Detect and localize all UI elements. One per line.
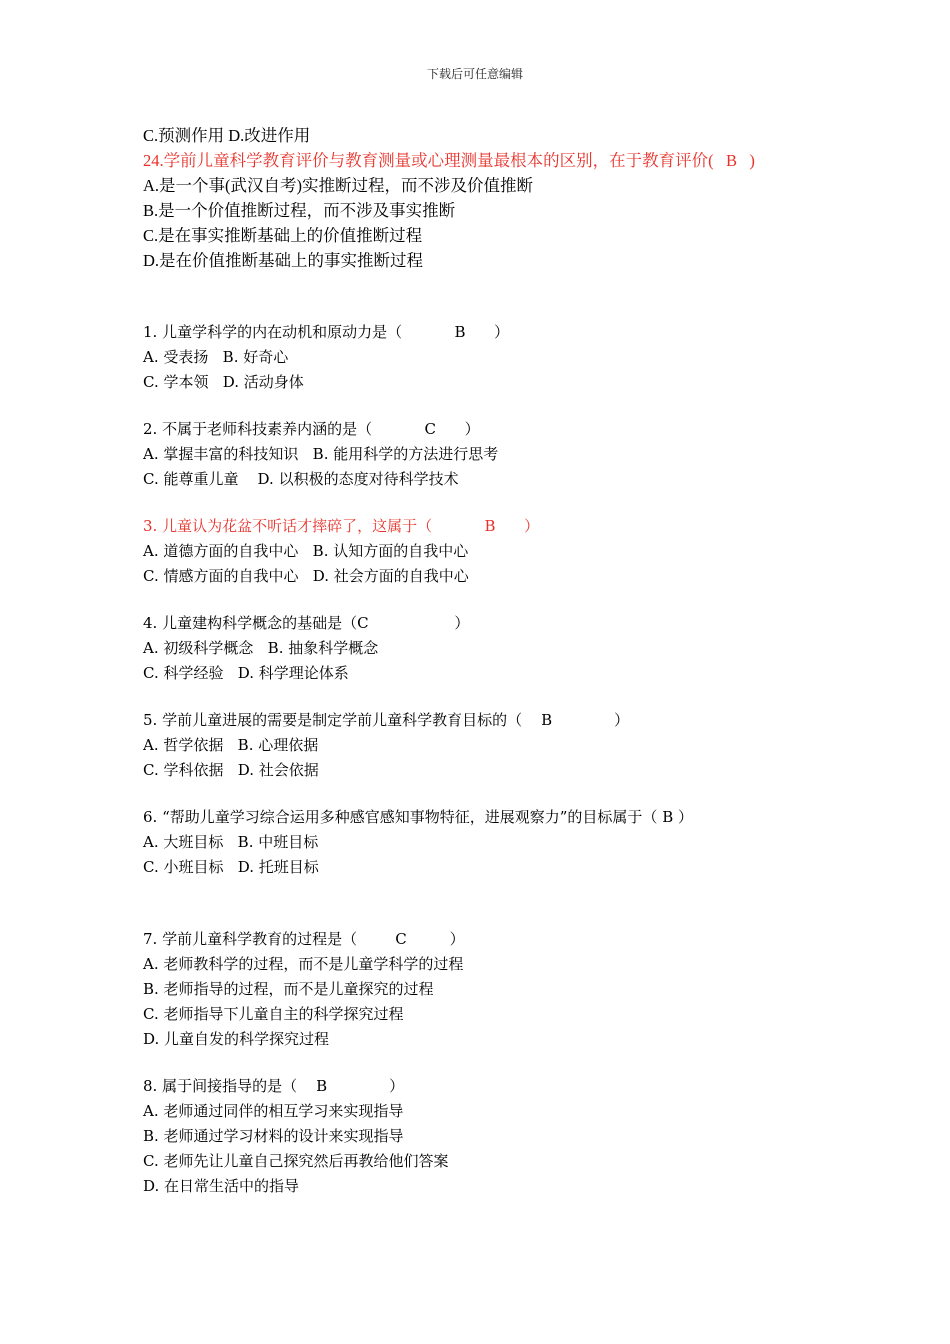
question-option-row: C. 情感方面的自我中心 D. 社会方面的自我中心 <box>143 567 469 585</box>
question-option-row: A. 大班目标 B. 中班目标 <box>143 833 319 851</box>
question-option-row: C. 学科依据 D. 社会依据 <box>143 761 319 779</box>
question-option-row: C. 能尊重儿童 D. 以积极的态度对待科学技术 <box>143 470 459 488</box>
question-stem: 5. 学前儿童进展的需要是制定学前儿童科学教育目标的（ B ） <box>143 711 630 729</box>
question-option-row: C. 小班目标 D. 托班目标 <box>143 858 319 876</box>
question-7 <box>143 927 823 1052</box>
question-stem: 1. 儿童学科学的内在动机和原动力是（ B ） <box>143 323 510 341</box>
question-stem: 7. 学前儿童科学教育的过程是（ C ） <box>143 930 465 948</box>
question-24-option-a: A.是一个事(武汉自考)实推断过程，而不涉及价值推断 <box>143 176 534 195</box>
question-stem: 3. 儿童认为花盆不听话才摔碎了，这属于（ B ） <box>143 517 540 535</box>
question-stem: 2. 不属于老师科技素养内涵的是（ C ） <box>143 420 480 438</box>
question-24-stem: 24.学前儿童科学教育评价与教育测量或心理测量最根本的区别，在于教育评价( B ) <box>143 151 755 170</box>
question-option-row: A. 老师教科学的过程，而不是儿童学科学的过程 <box>143 955 464 973</box>
question-option-row: C. 学本领 D. 活动身体 <box>143 373 304 391</box>
question-3 <box>143 514 823 589</box>
question-5 <box>143 708 823 783</box>
question-option-row: C. 老师指导下儿童自主的科学探究过程 <box>143 1005 404 1023</box>
question-8 <box>143 1074 823 1199</box>
question-option-row: B. 老师指导的过程，而不是儿童探究的过程 <box>143 980 434 998</box>
question-option-row: A. 初级科学概念 B. 抽象科学概念 <box>143 639 379 657</box>
question-option-row: D. 儿童自发的科学探究过程 <box>143 1030 330 1048</box>
page-header: 下载后可任意编辑 <box>426 67 523 81</box>
top-section <box>143 123 823 273</box>
question-2 <box>143 417 823 492</box>
question-option-row: A. 道德方面的自我中心 B. 认知方面的自我中心 <box>143 542 469 560</box>
question-stem: 6. “帮助儿童学习综合运用多种感官感知事物特征，进展观察力”的目标属于（ B ） <box>143 808 693 826</box>
question-option-row: B. 老师通过学习材料的设计来实现指导 <box>143 1127 404 1145</box>
question-24-option-c: C.是在事实推断基础上的价值推断过程 <box>143 226 423 245</box>
question-24-option-d: D.是在价值推断基础上的事实推断过程 <box>143 251 424 270</box>
question-option-row: C. 老师先让儿童自己探究然后再教给他们答案 <box>143 1152 449 1170</box>
question-option-row: D. 在日常生活中的指导 <box>143 1177 300 1195</box>
option-line-c-d: C.预测作用 D.改进作用 <box>143 126 311 145</box>
question-option-row: A. 受表扬 B. 好奇心 <box>143 348 289 366</box>
question-stem: 8. 属于间接指导的是（ B ） <box>143 1077 405 1095</box>
question-stem: 4. 儿童建构科学概念的基础是（C ） <box>143 614 470 632</box>
question-6 <box>143 805 768 880</box>
question-option-row: C. 科学经验 D. 科学理论体系 <box>143 664 349 682</box>
question-option-row: A. 哲学依据 B. 心理依据 <box>143 736 319 754</box>
question-4 <box>143 611 823 686</box>
question-option-row: A. 老师通过同伴的相互学习来实现指导 <box>143 1102 404 1120</box>
question-24-option-b: B.是一个价值推断过程，而不涉及事实推断 <box>143 201 456 220</box>
question-1 <box>143 320 823 395</box>
question-option-row: A. 掌握丰富的科技知识 B. 能用科学的方法进行思考 <box>143 445 499 463</box>
